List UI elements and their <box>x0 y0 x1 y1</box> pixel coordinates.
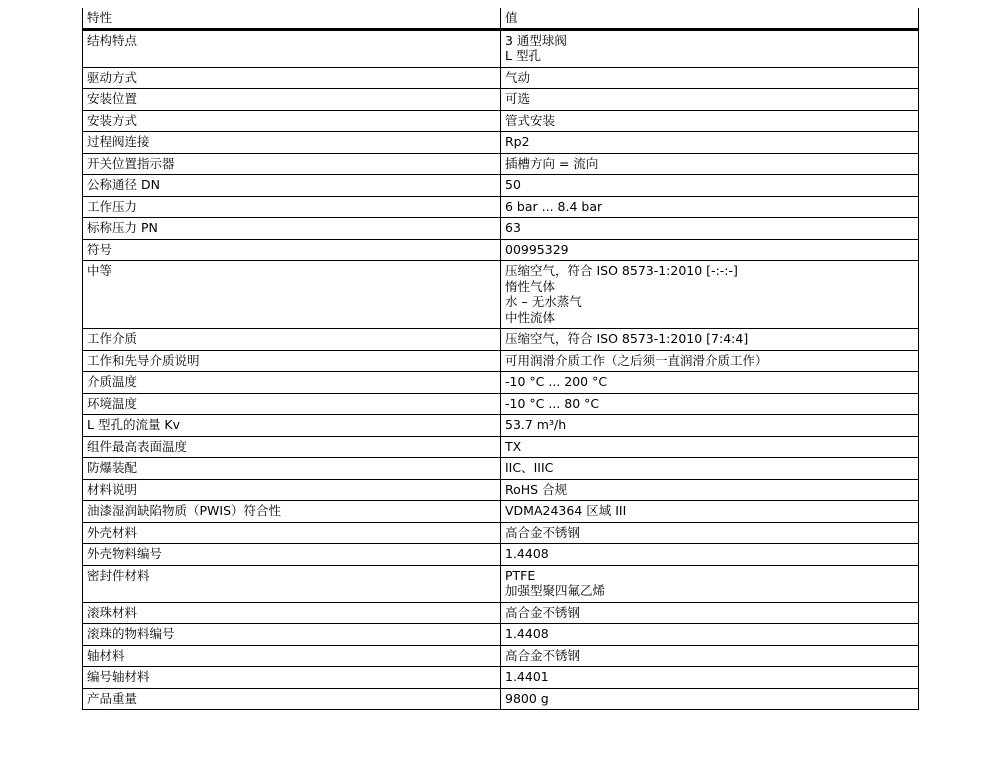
property-cell: L 型孔的流量 Kv <box>83 415 501 437</box>
value-line: 插槽方向 = 流向 <box>505 155 599 171</box>
property-cell: 油漆湿润缺陷物质（PWIS）符合性 <box>83 501 501 523</box>
table-row <box>83 67 919 89</box>
property-cell: 安装方式 <box>83 110 501 132</box>
value-cell <box>501 479 919 501</box>
property-cell: 外壳材料 <box>83 522 501 544</box>
value-cell <box>501 522 919 544</box>
value-cell <box>501 350 919 372</box>
property-cell: 组件最高表面温度 <box>83 436 501 458</box>
value-cell <box>501 67 919 89</box>
value-cell <box>501 667 919 689</box>
value-cell <box>501 132 919 154</box>
value-cell <box>501 458 919 480</box>
table-row <box>83 153 919 175</box>
value-line: 压缩空气，符合 ISO 8573-1:2010 [7:4:4] <box>505 331 749 346</box>
value-line: -10 °C ... 200 °C <box>505 374 608 389</box>
value-line: 管式安装 <box>505 112 556 128</box>
property-cell: 符号 <box>83 239 501 261</box>
value-cell <box>501 602 919 624</box>
value-line: 惰性气体 <box>505 278 556 294</box>
table-body <box>83 29 919 710</box>
value-line: 高合金不锈钢 <box>505 604 581 620</box>
property-cell: 公称通径 DN <box>83 175 501 197</box>
value-cell <box>501 261 919 329</box>
value-line: 气动 <box>505 69 531 85</box>
value-cell <box>501 415 919 437</box>
value-cell <box>501 501 919 523</box>
property-cell: 介质温度 <box>83 372 501 394</box>
value-cell <box>501 688 919 710</box>
value-line: 50 <box>505 177 521 192</box>
table-row <box>83 132 919 154</box>
property-cell: 标称压力 PN <box>83 218 501 240</box>
table-row <box>83 565 919 602</box>
value-line: 9800 g <box>505 690 549 706</box>
table-row <box>83 544 919 566</box>
value-line: 高合金不锈钢 <box>505 524 581 540</box>
value-line: TX <box>505 438 522 454</box>
property-cell: 结构特点 <box>83 29 501 67</box>
value-line: Rp2 <box>505 134 530 149</box>
value-line: 可用润滑介质工作（之后须一直润滑介质工作） <box>505 352 768 368</box>
table-row <box>83 372 919 394</box>
value-line: 1.4401 <box>505 669 549 684</box>
value-cell <box>501 624 919 646</box>
value-cell <box>501 29 919 67</box>
value-line: RoHS 合规 <box>505 481 568 497</box>
table-row <box>83 329 919 351</box>
table-row <box>83 29 919 67</box>
table-row <box>83 479 919 501</box>
property-cell: 安装位置 <box>83 89 501 111</box>
value-line: 63 <box>505 220 521 235</box>
table-row <box>83 218 919 240</box>
property-cell: 工作介质 <box>83 329 501 351</box>
value-line: IIC、IIIC <box>505 460 554 475</box>
table-row <box>83 196 919 218</box>
property-cell: 滚珠材料 <box>83 602 501 624</box>
table-row <box>83 393 919 415</box>
table-header <box>83 8 919 29</box>
table-row <box>83 110 919 132</box>
table-row <box>83 688 919 710</box>
value-cell <box>501 89 919 111</box>
value-line: 3 通型球阀 <box>505 32 567 48</box>
table-row <box>83 458 919 480</box>
value-cell <box>501 218 919 240</box>
property-cell: 开关位置指示器 <box>83 153 501 175</box>
value-line: L 型孔 <box>505 48 541 63</box>
property-cell: 工作和先导介质说明 <box>83 350 501 372</box>
table-row <box>83 175 919 197</box>
spec-table <box>82 8 919 710</box>
value-cell <box>501 153 919 175</box>
property-cell: 密封件材料 <box>83 565 501 602</box>
table-row <box>83 667 919 689</box>
value-line: VDMA24364 区域 III <box>505 503 627 518</box>
value-line: 中性流体 <box>505 309 556 325</box>
property-cell: 防爆装配 <box>83 458 501 480</box>
header-row <box>83 8 919 29</box>
value-line: 00995329 <box>505 241 569 257</box>
value-cell <box>501 565 919 602</box>
property-cell: 驱动方式 <box>83 67 501 89</box>
table-row <box>83 415 919 437</box>
table-row <box>83 624 919 646</box>
value-cell <box>501 372 919 394</box>
value-cell <box>501 175 919 197</box>
value-cell <box>501 393 919 415</box>
header-property: 特性 <box>83 8 501 29</box>
property-cell: 过程阀连接 <box>83 132 501 154</box>
property-cell: 编号轴材料 <box>83 667 501 689</box>
value-line: -10 °C ... 80 °C <box>505 395 600 411</box>
table-row <box>83 501 919 523</box>
value-cell <box>501 645 919 667</box>
value-line: 6 bar ... 8.4 bar <box>505 198 603 214</box>
value-cell <box>501 196 919 218</box>
value-line: 水 – 无水蒸气 <box>505 294 582 309</box>
value-cell <box>501 544 919 566</box>
value-line: 压缩空气，符合 ISO 8573-1:2010 [-:-:-] <box>505 263 738 278</box>
value-line: 加强型聚四氟乙烯 <box>505 583 606 598</box>
property-cell: 环境温度 <box>83 393 501 415</box>
table-row <box>83 602 919 624</box>
property-cell: 轴材料 <box>83 645 501 667</box>
value-cell <box>501 436 919 458</box>
property-cell: 材料说明 <box>83 479 501 501</box>
value-line: PTFE <box>505 567 536 583</box>
property-cell: 外壳物料编号 <box>83 544 501 566</box>
table-row <box>83 350 919 372</box>
table-row <box>83 645 919 667</box>
value-cell <box>501 110 919 132</box>
value-cell <box>501 329 919 351</box>
value-line: 高合金不锈钢 <box>505 647 581 663</box>
value-line: 1.4408 <box>505 546 549 561</box>
value-cell <box>501 239 919 261</box>
table-row <box>83 436 919 458</box>
table-row <box>83 261 919 329</box>
property-cell: 滚珠的物料编号 <box>83 624 501 646</box>
table-row <box>83 89 919 111</box>
value-line: 1.4408 <box>505 626 549 641</box>
value-line: 53.7 m³/h <box>505 417 567 432</box>
table-row <box>83 522 919 544</box>
property-cell: 中等 <box>83 261 501 329</box>
property-cell: 产品重量 <box>83 688 501 710</box>
property-cell: 工作压力 <box>83 196 501 218</box>
header-value: 值 <box>501 8 919 29</box>
value-line: 可选 <box>505 91 531 106</box>
table-row <box>83 239 919 261</box>
